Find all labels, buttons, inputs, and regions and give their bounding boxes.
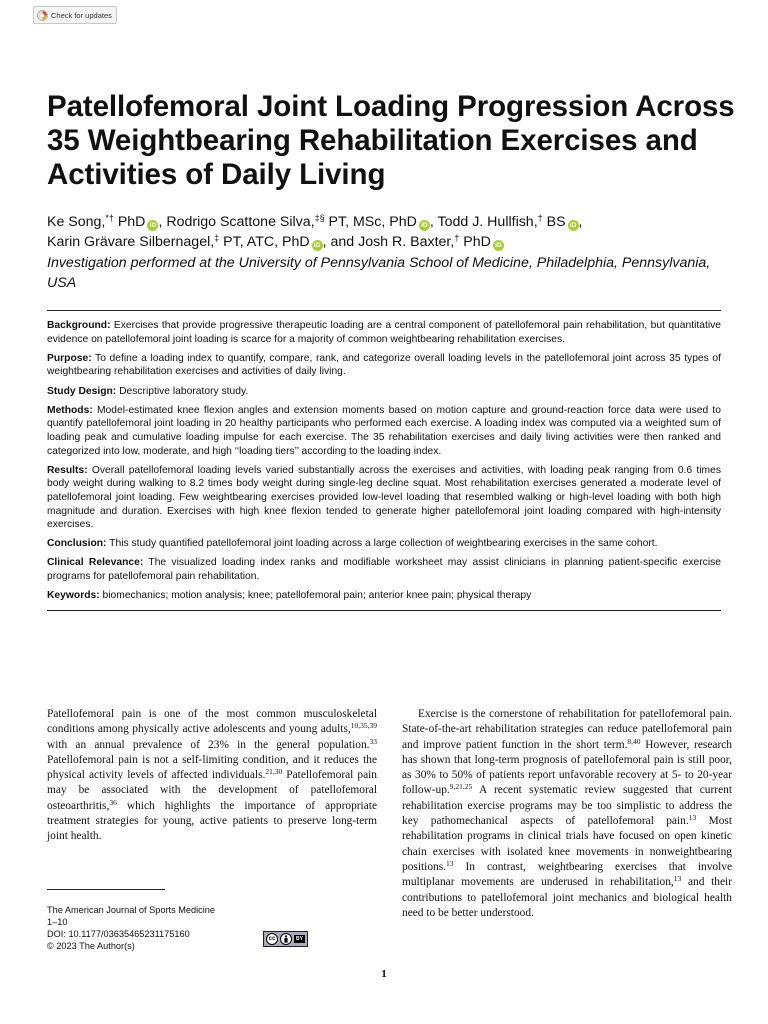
citation-ref[interactable]: 8,40	[627, 736, 641, 746]
doi[interactable]: DOI: 10.1177/03635465231175160	[47, 929, 190, 939]
citation-ref[interactable]: 13	[446, 858, 454, 868]
journal-footer	[47, 904, 287, 952]
body-text: with an annual prevalence of 23% in the general population.	[47, 738, 370, 751]
body-text: In contrast, weightbearing exercises that involve multiplanar movements are underused in rehabilitation,	[402, 860, 732, 889]
body-column-left	[47, 707, 377, 845]
citation-ref[interactable]: 21,30	[265, 767, 283, 777]
section-label: Study Design:	[47, 385, 117, 397]
orcid-icon[interactable]: iD	[419, 220, 430, 231]
section-label: Conclusion:	[47, 538, 107, 550]
orcid-icon[interactable]: iD	[568, 220, 579, 231]
section-text: Model-estimated knee flexion angles and extension moments based on motion capture and ground-reaction force data were used to quantify patellofemoral joint loading in 20 healthy participants who performed each exercise. A loading index was computed via a weighted sum of loading peak and cumulative loading impulse for each exercise. The 35 rehabilitation exercises and daily living activities were then ranked and categorized into low, moderate, and high ‘‘loading tiers’’ according to the loading index.	[47, 404, 721, 457]
orcid-icon[interactable]: iD	[312, 240, 323, 251]
orcid-icon[interactable]: iD	[493, 240, 504, 251]
section-label: Methods:	[47, 404, 93, 416]
section-label: Clinical Relevance:	[47, 557, 144, 569]
abstract-clinical-relevance	[47, 556, 721, 583]
section-text: Overall patellofemoral loading levels varied substantially across the exercises and activities, with loading peak ranging from 0.6 times body weight during walking to 8.2 times body weight during single-leg decline squat. Most rehabilitation exercises generated a moderate level of patellofemoral joint loading. Few weightbearing exercises provided low-level loading that resembled walking or high-level loading with both high magnitude and duration. Exercises with high knee flexion tended to generate higher patellofemoral joint loading compared with high-intensity exercises.	[47, 464, 721, 531]
section-text: The visualized loading index ranks and modifiable worksheet may assist clinicians in planning patient-specific exercise programs for patellofemoral pain rehabilitation.	[47, 557, 721, 583]
section-text: biomechanics; motion analysis; knee; patellofemoral pain; anterior knee pain; physical therapy	[99, 590, 532, 602]
copyright: © 2023 The Author(s)	[47, 941, 135, 951]
section-label: Purpose:	[47, 352, 92, 364]
citation-ref[interactable]: 10,35,39	[350, 721, 377, 731]
footnote-divider	[47, 889, 165, 890]
body-text: Exercise is the cornerstone of rehabilitation for patellofemoral pain. State-of-the-art rehabilitation strategies can reduce patellofemoral pain and improve patient function in the short term.	[402, 708, 732, 751]
abstract-purpose	[47, 352, 721, 379]
author-affil-marks: *†	[105, 213, 114, 223]
affiliation: Investigation performed at the University of Pennsylvania School of Medicine, Philadelphia, Pennsylvania, USA	[47, 255, 711, 291]
section-text: This study quantified patellofemoral joint loading across a large collection of weightbearing exercises in the same cohort.	[106, 538, 658, 550]
abstract-background	[47, 319, 721, 346]
section-text: To define a loading index to quantify, compare, rank, and categorize overall loading levels in the patellofemoral joint across 35 types of weightbearing rehabilitation exercises and activities of daily living.	[47, 352, 721, 378]
body-text: Most rehabilitation programs in clinical trials have focused on open kinetic chain exercises with isolated knee movements in nonweightbearing positions.	[402, 815, 732, 873]
body-paragraph	[402, 707, 732, 921]
abstract-keywords	[47, 589, 721, 603]
author-degrees: PT, MSc, PhD	[324, 214, 417, 230]
citation-ref[interactable]: 36	[109, 797, 117, 807]
check-updates-label: Check for updates	[51, 10, 112, 20]
author-affil-marks: ‡	[214, 233, 220, 243]
author-list	[47, 212, 737, 252]
author-name: Ke Song,	[47, 214, 106, 230]
article-title: Patellofemoral Joint Loading Progression Across 35 Weightbearing Rehabilitation Exercises and Activities of Daily Living	[47, 90, 735, 191]
citation-ref[interactable]: 13	[673, 874, 682, 884]
body-column-right	[402, 707, 732, 921]
section-label: Results:	[47, 464, 88, 476]
citation-ref[interactable]: 9,21,25	[449, 782, 473, 792]
author-separator: ,	[429, 214, 438, 230]
section-text: Descriptive laboratory study.	[116, 385, 249, 397]
body-text: However, research has shown that long-term prognosis of patellofemoral pain is still poor, as 30% to 50% of patients report unfavorable recovery at 5- to 20-year follow-up.	[402, 738, 732, 797]
license-strip	[294, 935, 305, 943]
page-range: 1–10	[47, 917, 68, 927]
body-text: A recent systematic review suggested that current rehabilitation exercise programs may be too simplistic to address the key pathomechanical aspects of patellofemoral pain.	[402, 784, 732, 828]
check-updates-icon	[37, 10, 48, 21]
author-degrees: BS	[542, 214, 566, 230]
by-label: BY	[296, 936, 303, 942]
author-name: Karin Grävare Silbernagel,	[47, 234, 215, 250]
attribution-icon	[280, 933, 292, 945]
abstract-results	[47, 464, 721, 532]
cc-icon: cc	[266, 933, 278, 945]
author-separator: ,	[158, 214, 167, 230]
author-name: Josh R. Baxter,	[358, 234, 455, 250]
body-text: Patellofemoral pain is not a self-limiting condition, and it reduces the physical activity levels of affected individuals.	[47, 753, 377, 782]
body-text: which highlights the importance of appropriate treatment strategies for young, active patients to preserve long-term joint health.	[47, 799, 377, 843]
body-text: Patellofemoral pain is one of the most common musculoskeletal conditions among physically active adolescents and young adults,	[47, 708, 377, 736]
author-name: Rodrigo Scattone Silva,	[166, 214, 315, 230]
author-separator: ,	[578, 214, 583, 230]
abstract-study-design	[47, 385, 721, 399]
body-text: and their contributions to patellofemoral joint mechanics and biological health need to be better understood.	[402, 876, 732, 919]
author-degrees: PhD	[113, 214, 146, 230]
abstract-box	[47, 310, 721, 611]
body-paragraph	[47, 707, 377, 845]
author-name: Todd J. Hullfish,	[437, 214, 538, 230]
author-separator: , and	[322, 234, 359, 250]
abstract-methods	[47, 404, 721, 458]
orcid-icon[interactable]: iD	[147, 220, 158, 231]
page-number: 1	[381, 968, 387, 980]
journal-name: The American Journal of Sports Medicine	[47, 905, 216, 915]
author-degrees: PhD	[459, 234, 491, 250]
check-for-updates-badge[interactable]	[33, 6, 117, 24]
author-affil-marks: ‡§	[314, 213, 325, 223]
abstract-conclusion	[47, 537, 721, 551]
cc-license-badge[interactable]	[263, 931, 308, 947]
citation-ref[interactable]: 13	[688, 813, 697, 823]
author-affil-marks: †	[537, 213, 543, 223]
section-label: Background:	[47, 320, 111, 331]
citation-ref[interactable]: 33	[369, 736, 377, 746]
author-affil-marks: †	[454, 233, 460, 243]
section-text: Exercises that provide progressive therapeutic loading are a central component of patellofemoral pain rehabilitation, but quantitative evidence on patellofemoral joint loading is scarce for a majority of common weightbearing rehabilitation exercises.	[47, 320, 721, 345]
author-degrees: PT, ATC, PhD	[219, 234, 310, 250]
section-label: Keywords:	[47, 590, 100, 602]
body-text: Patellofemoral pain may be associated with the development of patellofemoral osteoarthritis,	[47, 769, 377, 812]
